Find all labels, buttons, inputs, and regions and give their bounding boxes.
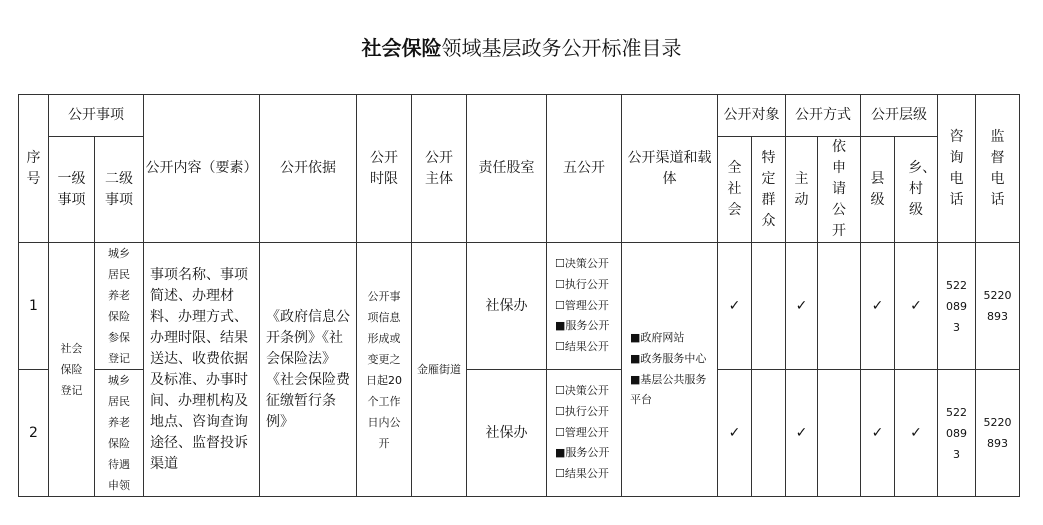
row1-consult-phone: 5220893 (938, 243, 976, 370)
channel-website: ■政府网站 (630, 331, 685, 345)
header-channel: 公开渠道和载体 (622, 95, 718, 243)
row2-specific-groups (752, 370, 786, 497)
row2-fp-decision: ☐决策公开 (555, 384, 609, 398)
row1-fp-execution: ☐执行公开 (555, 277, 609, 291)
row1-five-public (547, 243, 622, 370)
header-content: 公开内容（要素） (144, 95, 260, 243)
header-subject: 公开主体 (412, 95, 467, 243)
table-row (19, 243, 1020, 370)
row2-whole-society-check: ✓ (718, 370, 752, 497)
header-dept: 责任股室 (467, 95, 547, 243)
header-audience: 公开对象 (718, 95, 786, 137)
row1-whole-society-check: ✓ (718, 243, 752, 370)
header-whole-society: 全社会 (718, 137, 752, 243)
header-town-village: 乡、村级 (895, 137, 938, 243)
row2-five-public (547, 370, 622, 497)
header-specific-groups: 特定群众 (752, 137, 786, 243)
row2-active-check: ✓ (786, 370, 818, 497)
row1-county-check: ✓ (861, 243, 895, 370)
level1-cell: 社会保险登记 (49, 243, 95, 497)
row2-seq: 2 (19, 370, 49, 497)
header-supervise-phone: 监督电话 (976, 95, 1020, 243)
row2-fp-execution: ☐执行公开 (555, 404, 609, 418)
row2-fp-result: ☐结果公开 (555, 467, 609, 481)
row1-fp-management: ☐管理公开 (555, 298, 609, 312)
header-seq: 序号 (19, 95, 49, 243)
header-consult-phone: 咨询电话 (938, 95, 976, 243)
header-active: 主动 (786, 137, 818, 243)
header-basis: 公开依据 (260, 95, 357, 243)
row2-town-check: ✓ (895, 370, 938, 497)
row1-supervise-phone: 5220893 (976, 243, 1020, 370)
header-public-items: 公开事项 (49, 95, 144, 137)
row2-fp-service: ■服务公开 (555, 446, 610, 460)
header-on-request: 依申请公开 (818, 137, 861, 243)
row1-active-check: ✓ (786, 243, 818, 370)
channel-service-center: ■政务服务中心 (630, 351, 707, 365)
time-limit-cell: 公开事项信息形成或变更之日起20个工作日内公开 (357, 243, 412, 497)
row1-on-request (818, 243, 861, 370)
row2-consult-phone: 5220893 (938, 370, 976, 497)
row1-dept: 社保办 (467, 243, 547, 370)
header-level2: 二级事项 (95, 137, 144, 243)
row2-dept: 社保办 (467, 370, 547, 497)
page-title (0, 32, 1043, 61)
row1-town-check: ✓ (895, 243, 938, 370)
header-five-public: 五公开 (547, 95, 622, 243)
row1-specific-groups (752, 243, 786, 370)
row1-fp-service: ■服务公开 (555, 319, 610, 333)
channel-grassroots-platform: ■基层公共服务平台 (630, 372, 707, 407)
title-bold: 社会保险 (361, 36, 442, 60)
subject-cell: 金雁街道 (412, 243, 467, 497)
header-method: 公开方式 (786, 95, 861, 137)
header-county: 县级 (861, 137, 895, 243)
header-time-limit: 公开时限 (357, 95, 412, 243)
row1-fp-result: ☐结果公开 (555, 340, 609, 354)
row1-level2: 城乡居民养老保险参保登记 (95, 243, 144, 370)
basis-cell: 《政府信息公开条例》《社会保险法》《社会保险费征缴暂行条例》 (260, 243, 357, 497)
row2-fp-management: ☐管理公开 (555, 425, 609, 439)
row2-level2: 城乡居民养老保险待遇申领 (95, 370, 144, 497)
header-level: 公开层级 (861, 95, 938, 137)
row2-supervise-phone: 5220893 (976, 370, 1020, 497)
title-rest: 领域基层政务公开标准目录 (441, 36, 682, 60)
row2-county-check: ✓ (861, 370, 895, 497)
header-level1: 一级事项 (49, 137, 95, 243)
catalog-table (18, 94, 1020, 497)
content-cell: 事项名称、事项简述、办理材料、办理方式、办理时限、结果送达、收费依据及标准、办事时间、办理机构及地点、咨询查询途径、监督投诉渠道 (144, 243, 260, 497)
row1-fp-decision: ☐决策公开 (555, 257, 609, 271)
channel-cell (622, 243, 718, 497)
row1-seq: 1 (19, 243, 49, 370)
row2-on-request (818, 370, 861, 497)
